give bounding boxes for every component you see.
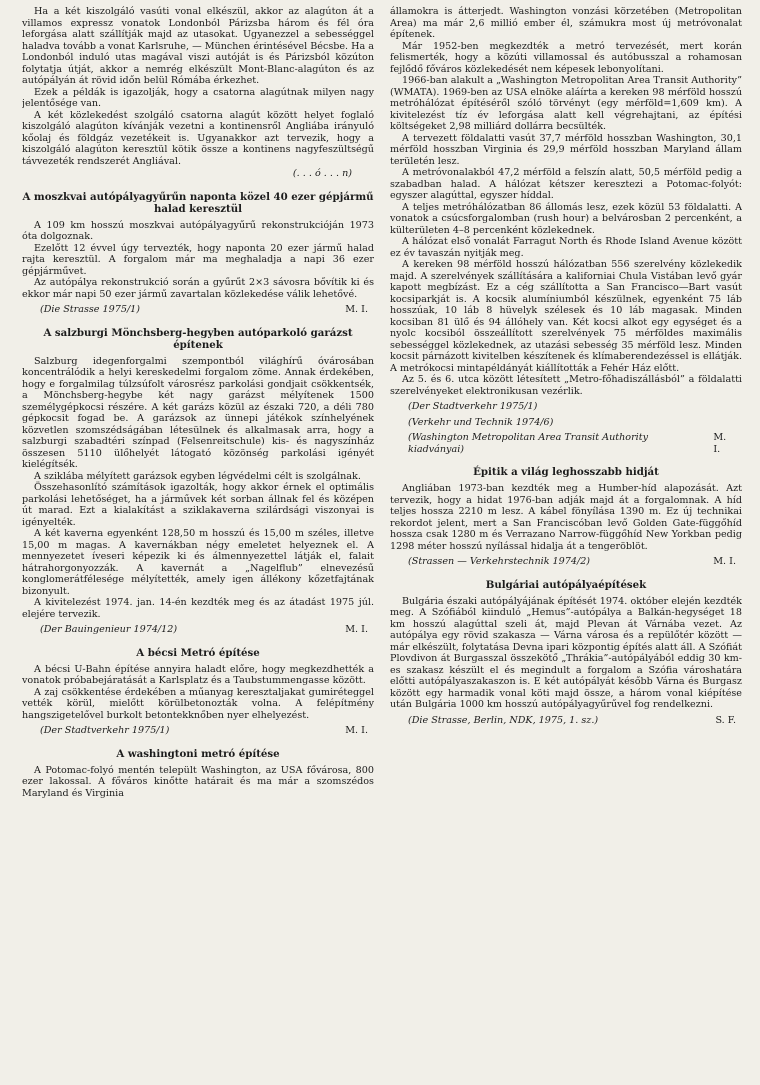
source-citation: (Der Stadtverkehr 1975/1) — [40, 725, 170, 736]
paragraph: államokra is átterjedt. Washington vonzási körzetében (Metropolitan Area) ma már 2,6 millió ember él, számukra most új metróvonalat építenek. — [390, 6, 742, 40]
paragraph: Salzburg idegenforgalmi szempontból világhírű óvárosában koncentrálódik a helyi kereskedelmi forgalom zöme. Annak érdekében, hogy e forgalmilag túlzsúfolt városrész parkolási gondjait csökkentsék, a Mönchsberg-hegybe két nagy garázst mélyítenek 1500 személygépkocsi részére. A két garázs közül az északi 720, a déli 780 gépkocsit fogad be. A garázsok az ünnepi játékok színhelyének közvetlen szomszédságában létesülnek és alkalmasak arra, hogy a salzburgi szabadtéri színpad (Felsenreitschule) kis- és nagyszínház összesen 5110 ülőhelyét látogató közönség parkolási igényét kielégítsék. — [22, 355, 374, 470]
source-citation: (Der Bauingenieur 1974/12) — [40, 624, 178, 635]
paragraph: A bécsi U-Bahn építése annyira haladt előre, hogy megkezdhették a vonatok próbabejáratását a Karlsplatz és a Taubstummengasse között. — [22, 663, 374, 686]
source-line — [390, 556, 742, 568]
source-line — [22, 624, 374, 636]
article-title: Épitik a világ leghosszabb hidját — [473, 466, 659, 478]
source-line — [390, 715, 742, 727]
author-initials: M. I. — [713, 556, 736, 567]
article-title: A moszkvai autópályagyűrűn naponta közel 40 ezer gépjármű halad keresztül — [22, 190, 374, 215]
paragraph: A zaj csökkentése érdekében a műanyag keresztaljakat gumiréteggel vették körül, mielőtt körülbetonozták volna. A felépítmény hangszigetelővel burkolt betontekknőben nyer elhelyezést. — [22, 686, 374, 721]
paragraph: Az autópálya rekonstrukció során a gyűrűt 2×3 sávosra bővítik ki és ekkor már napi 50 ezer jármű zavartalan közlekedése válik lehetővé. — [22, 277, 374, 300]
paragraph: Angliában 1973-ban kezdték meg a Humber-híd alapozását. Azt tervezik, hogy a hidat 1976-ban adják majd át a forgalomnak. A híd teljes hossza 2210 m lesz. A kábel fönyílása 1390 m. Ez új technikai rekordot jelent, mert a San Franciscóban levő Golden Gate-függőhíd hossza csak 1280 m és Verrazano Narrow-függőhíd New Yorkban pedig 1298 méter hosszú nyílással hidalja át a tengeröblöt. — [390, 483, 742, 552]
paragraph: Bulgária északi autópályájának építését 1974. október elején kezdték meg. A Szófiából kiinduló „Hemus”-autópálya a Balkán-hegységet 18 km hosszú alagúttal szeli át, majd Plevan át Várnába vezet. Az autópálya egy rövid szakasza — Várna városa és a repülőtér között — már elkészült, folytatása Devna ipari központig építés alatt áll. A Szófiát Plovdivon át Burgasszal összekötő „Thrákia”-autópályából eddig 30 km-es szakasz készült el és megindult a forgalom a Szófia városhatára előtti autópályaszakaszon is. E két autópályát később Várna és Burgasz között egy harmadik vonal köti majd össze, a három vonal kiépítése után Bulgária 1000 km hosszú autópályagyűrűvel fog rendelkezni. — [390, 595, 742, 710]
source-citation: (Washington Metropolitan Area Transit Authority kiadványai) — [408, 432, 649, 455]
author-signature: (. . . ó . . . n) — [292, 168, 352, 179]
article-longest-bridge — [390, 466, 742, 568]
article-washington-metro — [22, 748, 374, 800]
paragraph: A 109 km hosszú moszkvai autópályagyűrű rekonstrukcióján 1973 óta dolgoznak. — [22, 219, 374, 242]
author-initials: M. I. — [345, 725, 368, 736]
paragraph: Ha a két kiszolgáló vasúti vonal elkészül, akkor az alagúton át a villamos expressz vonatok Londonból Párizsba három és fél óra leforgása alatt szállítják majd az utasokat. Ugyanezzel a sebességgel haladva tovább a vonat Karlsruhe, — München érintésével Bécsbe. Ha a Londonból induló utas magával viszi autóját is és Párizsból közúton folytatja útját, akkor a nemrég elkészült Mont-Blanc-alagúton és az autópályán át rövid időn belül Rómába érkezhet. — [22, 6, 374, 86]
paragraph: A teljes metróhálózatban 86 állomás lesz, ezek közül 53 földalatti. A vonatok a csúcsforgalomban (rush hour) a belvárosban 2 percenként, a külterületen 4–8 percenként közlekednek. — [390, 201, 742, 236]
left-column — [22, 6, 374, 1081]
paragraph: Az 5. és 6. utca között létesített „Metro-főhadiszállásból” a földalatti szerelvényeket elektronikusan vezérlik. — [390, 374, 742, 397]
paragraph: A metróvonalakból 47,2 mérföld a felszín alatt, 50,5 mérföld pedig a szabadban halad. A hálózat kétszer keresztezi a Potomac-folyót: egyszer alagúttal, egyszer híddal. — [390, 167, 742, 201]
article-salzburg — [22, 327, 374, 636]
article-moscow — [22, 191, 374, 316]
source-citation: (Die Strasse 1975/1) — [40, 304, 141, 315]
article-washington-metro-continued — [390, 6, 742, 455]
intro-article — [22, 6, 374, 180]
author-initials: M. I. — [345, 624, 368, 635]
article-vienna-metro — [22, 647, 374, 737]
paragraph: A kivitelezést 1974. jan. 14-én kezdték meg és az átadást 1975 júl. elejére tervezik. — [22, 597, 374, 620]
paragraph: A sziklába mélyített garázsok egyben légvédelmi célt is szolgálnak. — [34, 470, 361, 482]
paragraph: A Potomac-folyó mentén települt Washington, az USA fővárosa, 800 ezer lakossal. A főváros kinőtte határait és ma már a szomszédos Maryland és Virginia — [22, 764, 374, 799]
source-line — [390, 432, 742, 455]
paragraph: A tervezett földalatti vasút 37,7 mérföld hosszban Washington, 30,1 mérföld hosszban Virginia és 29,9 mérföld hosszban Maryland állam területén lesz. — [390, 132, 742, 167]
article-title: A washingtoni metró építése — [116, 747, 280, 760]
source-line — [22, 304, 374, 316]
article-title: A bécsi Metró építése — [136, 646, 260, 659]
paragraph: A kereken 98 mérföld hosszú hálózatban 556 szerelvény közlekedik majd. A szerelvények szállítására a kaliforniai Chula Vistában levő gyár kapott megbízást. Ez a cég szállította a San Francisco—Bart vasút kocsiparkját is. A kocsik alumíniumból készülnek, egyenként 75 láb hosszúak, 10 láb 8 hüvelyk szélesek és 10 láb magasak. Minden kocsiban 81 ülő és 94 állóhely van. Két kocsi alkot egy egységet és a nyolc kocsiból összeállított szerelvények 75 mérföldes maximális sebességgel közlekednek, az utazási sebesség 35 mérföld lesz. Minden kocsit párnázott kivitelben készítenek és klímaberendezéssel is ellátják. A metrókocsi mintapéldányát kiállították a Fehér Ház előtt. — [390, 259, 742, 374]
paragraph: Ezelőtt 12 évvel úgy tervezték, hogy naponta 20 ezer jármű halad rajta keresztül. A forgalom már ma meghaladja a napi 36 ezer gépjárművet. — [22, 242, 374, 277]
source-citation: (Der Stadtverkehr 1975/1) — [408, 401, 538, 412]
paragraph: Ezek a példák is igazolják, hogy a csatorna alagútnak milyen nagy jelentősége van. — [22, 86, 374, 109]
source-citation: (Die Strasse, Berlin, NDK, 1975, 1. sz.) — [408, 714, 599, 726]
source-citation: (Strassen — Verkehrstechnik 1974/2) — [408, 556, 591, 567]
author-initials: M. I. — [713, 432, 727, 455]
author-initials: M. I. — [345, 304, 368, 315]
paragraph: Már 1952-ben megkezdték a metró tervezését, mert korán felismerték, hogy a közúti villamossal és autóbusszal a rohamosan fejlődő főváros közlekedését nem képesek lebonyolítani. — [390, 40, 742, 75]
source-citation: (Verkehr und Technik 1974/6) — [408, 416, 554, 428]
article-title: Bulgáriai autópályaépítések — [485, 578, 647, 591]
author-initials: S. F. — [715, 714, 736, 726]
article-title: A salzburgi Mönchsberg-hegyben autóparkoló garázst építenek — [43, 326, 353, 351]
article-bulgarian-motorways — [390, 579, 742, 727]
source-line — [22, 725, 374, 737]
right-column — [390, 6, 742, 1081]
two-column-layout — [22, 6, 742, 1081]
paragraph: 1966-ban alakult a „Washington Metropolitan Area Transit Authority” (WMATA). 1969-ben az USA elnöke aláírta a kereken 98 mérföld hosszú metróhálózat építéséről szóló törvényt (egy mérföld=1,609 km). A kivitelezést tíz év leforgása alatt kell végrehajtani, az építési költségeket 2,98 milliárd dollárra becsülték. — [390, 75, 742, 132]
paragraph: Összehasonlító számítások igazolták, hogy akkor érnek el optimális parkolási lehetőséget, ha a járművek két sorban állnak fel és középen út marad. Ezt a kialakítást a sziklakaverna szilárdsági viszonyai is igényelték. — [22, 482, 374, 528]
paragraph: A hálózat első vonalát Farragut North és Rhode Island Avenue között ez év tavaszán nyitják meg. — [390, 236, 742, 259]
paragraph: A két közlekedést szolgáló csatorna alagút között helyet foglaló kiszolgáló alagúton kívánják vezetni a kontinensről Angliába irányuló kőolaj és földgáz vezetékeit is. Ugyanakkor azt tervezik, hogy a kiszolgáló alagúton keresztül kötik össze a kontinens nagyfeszültségű távvezeték rendszerét Angliával. — [22, 109, 374, 167]
paragraph: A két kaverna egyenként 128,50 m hosszú és 15,00 m széles, illetve 15,00 m magas. A kavernákban négy emeletet helyeznek el. A mennyezetet íveseri képezik ki és álmennyezettel látják el, falait hátrahorgonyozzák. A kavernát a „Nagelflub” elnevezésű konglomerátfélesége mélyítették, amely igen állékony kőzetfajtának bizonyult. — [22, 528, 374, 597]
